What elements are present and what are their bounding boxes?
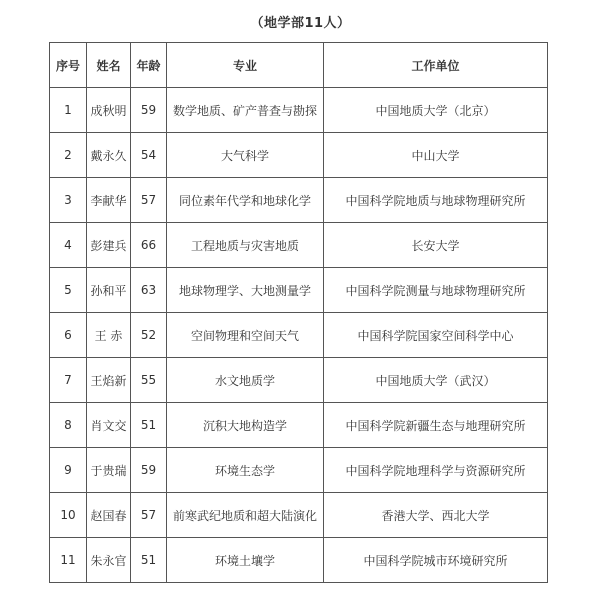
cell-workplace: 中国科学院新疆生态与地理研究所: [324, 403, 548, 448]
table-row: [50, 178, 548, 223]
cell-workplace: 中国科学院测量与地球物理研究所: [324, 268, 548, 313]
cell-age: 55: [131, 358, 167, 403]
table-header-row: [50, 43, 548, 88]
cell-age: 51: [131, 538, 167, 583]
cell-age: 59: [131, 448, 167, 493]
table-row: [50, 538, 548, 583]
cell-workplace: 长安大学: [324, 223, 548, 268]
cell-workplace: 中山大学: [324, 133, 548, 178]
table-row: [50, 268, 548, 313]
cell-name: 王焰新: [87, 358, 131, 403]
cell-workplace: 中国科学院国家空间科学中心: [324, 313, 548, 358]
cell-index: 4: [50, 223, 87, 268]
cell-index: 1: [50, 88, 87, 133]
cell-index: 9: [50, 448, 87, 493]
cell-workplace: 香港大学、西北大学: [324, 493, 548, 538]
cell-age: 52: [131, 313, 167, 358]
cell-index: 10: [50, 493, 87, 538]
cell-workplace: 中国地质大学（北京）: [324, 88, 548, 133]
cell-name: 孙和平: [87, 268, 131, 313]
table-row: [50, 493, 548, 538]
cell-name: 赵国春: [87, 493, 131, 538]
cell-index: 11: [50, 538, 87, 583]
cell-major: 空间物理和空间天气: [167, 313, 324, 358]
cell-index: 3: [50, 178, 87, 223]
header-major: 专业: [167, 43, 324, 88]
cell-major: 环境生态学: [167, 448, 324, 493]
cell-age: 57: [131, 493, 167, 538]
cell-major: 前寒武纪地质和超大陆演化: [167, 493, 324, 538]
cell-index: 8: [50, 403, 87, 448]
table-row: [50, 358, 548, 403]
table-row: [50, 313, 548, 358]
table-row: [50, 88, 548, 133]
member-table: [49, 42, 548, 583]
cell-workplace: 中国科学院地质与地球物理研究所: [324, 178, 548, 223]
cell-major: 数学地质、矿产普查与勘探: [167, 88, 324, 133]
cell-major: 大气科学: [167, 133, 324, 178]
cell-index: 6: [50, 313, 87, 358]
cell-workplace: 中国科学院城市环境研究所: [324, 538, 548, 583]
table-caption: （地学部11人）: [250, 16, 351, 31]
cell-age: 57: [131, 178, 167, 223]
cell-index: 2: [50, 133, 87, 178]
cell-major: 地球物理学、大地测量学: [167, 268, 324, 313]
table-row: [50, 448, 548, 493]
cell-name: 王 赤: [87, 313, 131, 358]
header-age: 年龄: [131, 43, 167, 88]
table-row: [50, 133, 548, 178]
cell-name: 肖文交: [87, 403, 131, 448]
cell-age: 66: [131, 223, 167, 268]
cell-major: 沉积大地构造学: [167, 403, 324, 448]
cell-index: 7: [50, 358, 87, 403]
cell-name: 戴永久: [87, 133, 131, 178]
cell-age: 59: [131, 88, 167, 133]
table-row: [50, 223, 548, 268]
cell-index: 5: [50, 268, 87, 313]
header-workplace: 工作单位: [324, 43, 548, 88]
cell-name: 成秋明: [87, 88, 131, 133]
cell-age: 51: [131, 403, 167, 448]
header-index: 序号: [50, 43, 87, 88]
cell-name: 李献华: [87, 178, 131, 223]
header-name: 姓名: [87, 43, 131, 88]
cell-workplace: 中国地质大学（武汉）: [324, 358, 548, 403]
cell-workplace: 中国科学院地理科学与资源研究所: [324, 448, 548, 493]
cell-major: 水文地质学: [167, 358, 324, 403]
cell-major: 同位素年代学和地球化学: [167, 178, 324, 223]
cell-age: 63: [131, 268, 167, 313]
cell-age: 54: [131, 133, 167, 178]
table-row: [50, 403, 548, 448]
cell-name: 朱永官: [87, 538, 131, 583]
cell-name: 彭建兵: [87, 223, 131, 268]
cell-major: 工程地质与灾害地质: [167, 223, 324, 268]
cell-major: 环境土壤学: [167, 538, 324, 583]
cell-name: 于贵瑞: [87, 448, 131, 493]
